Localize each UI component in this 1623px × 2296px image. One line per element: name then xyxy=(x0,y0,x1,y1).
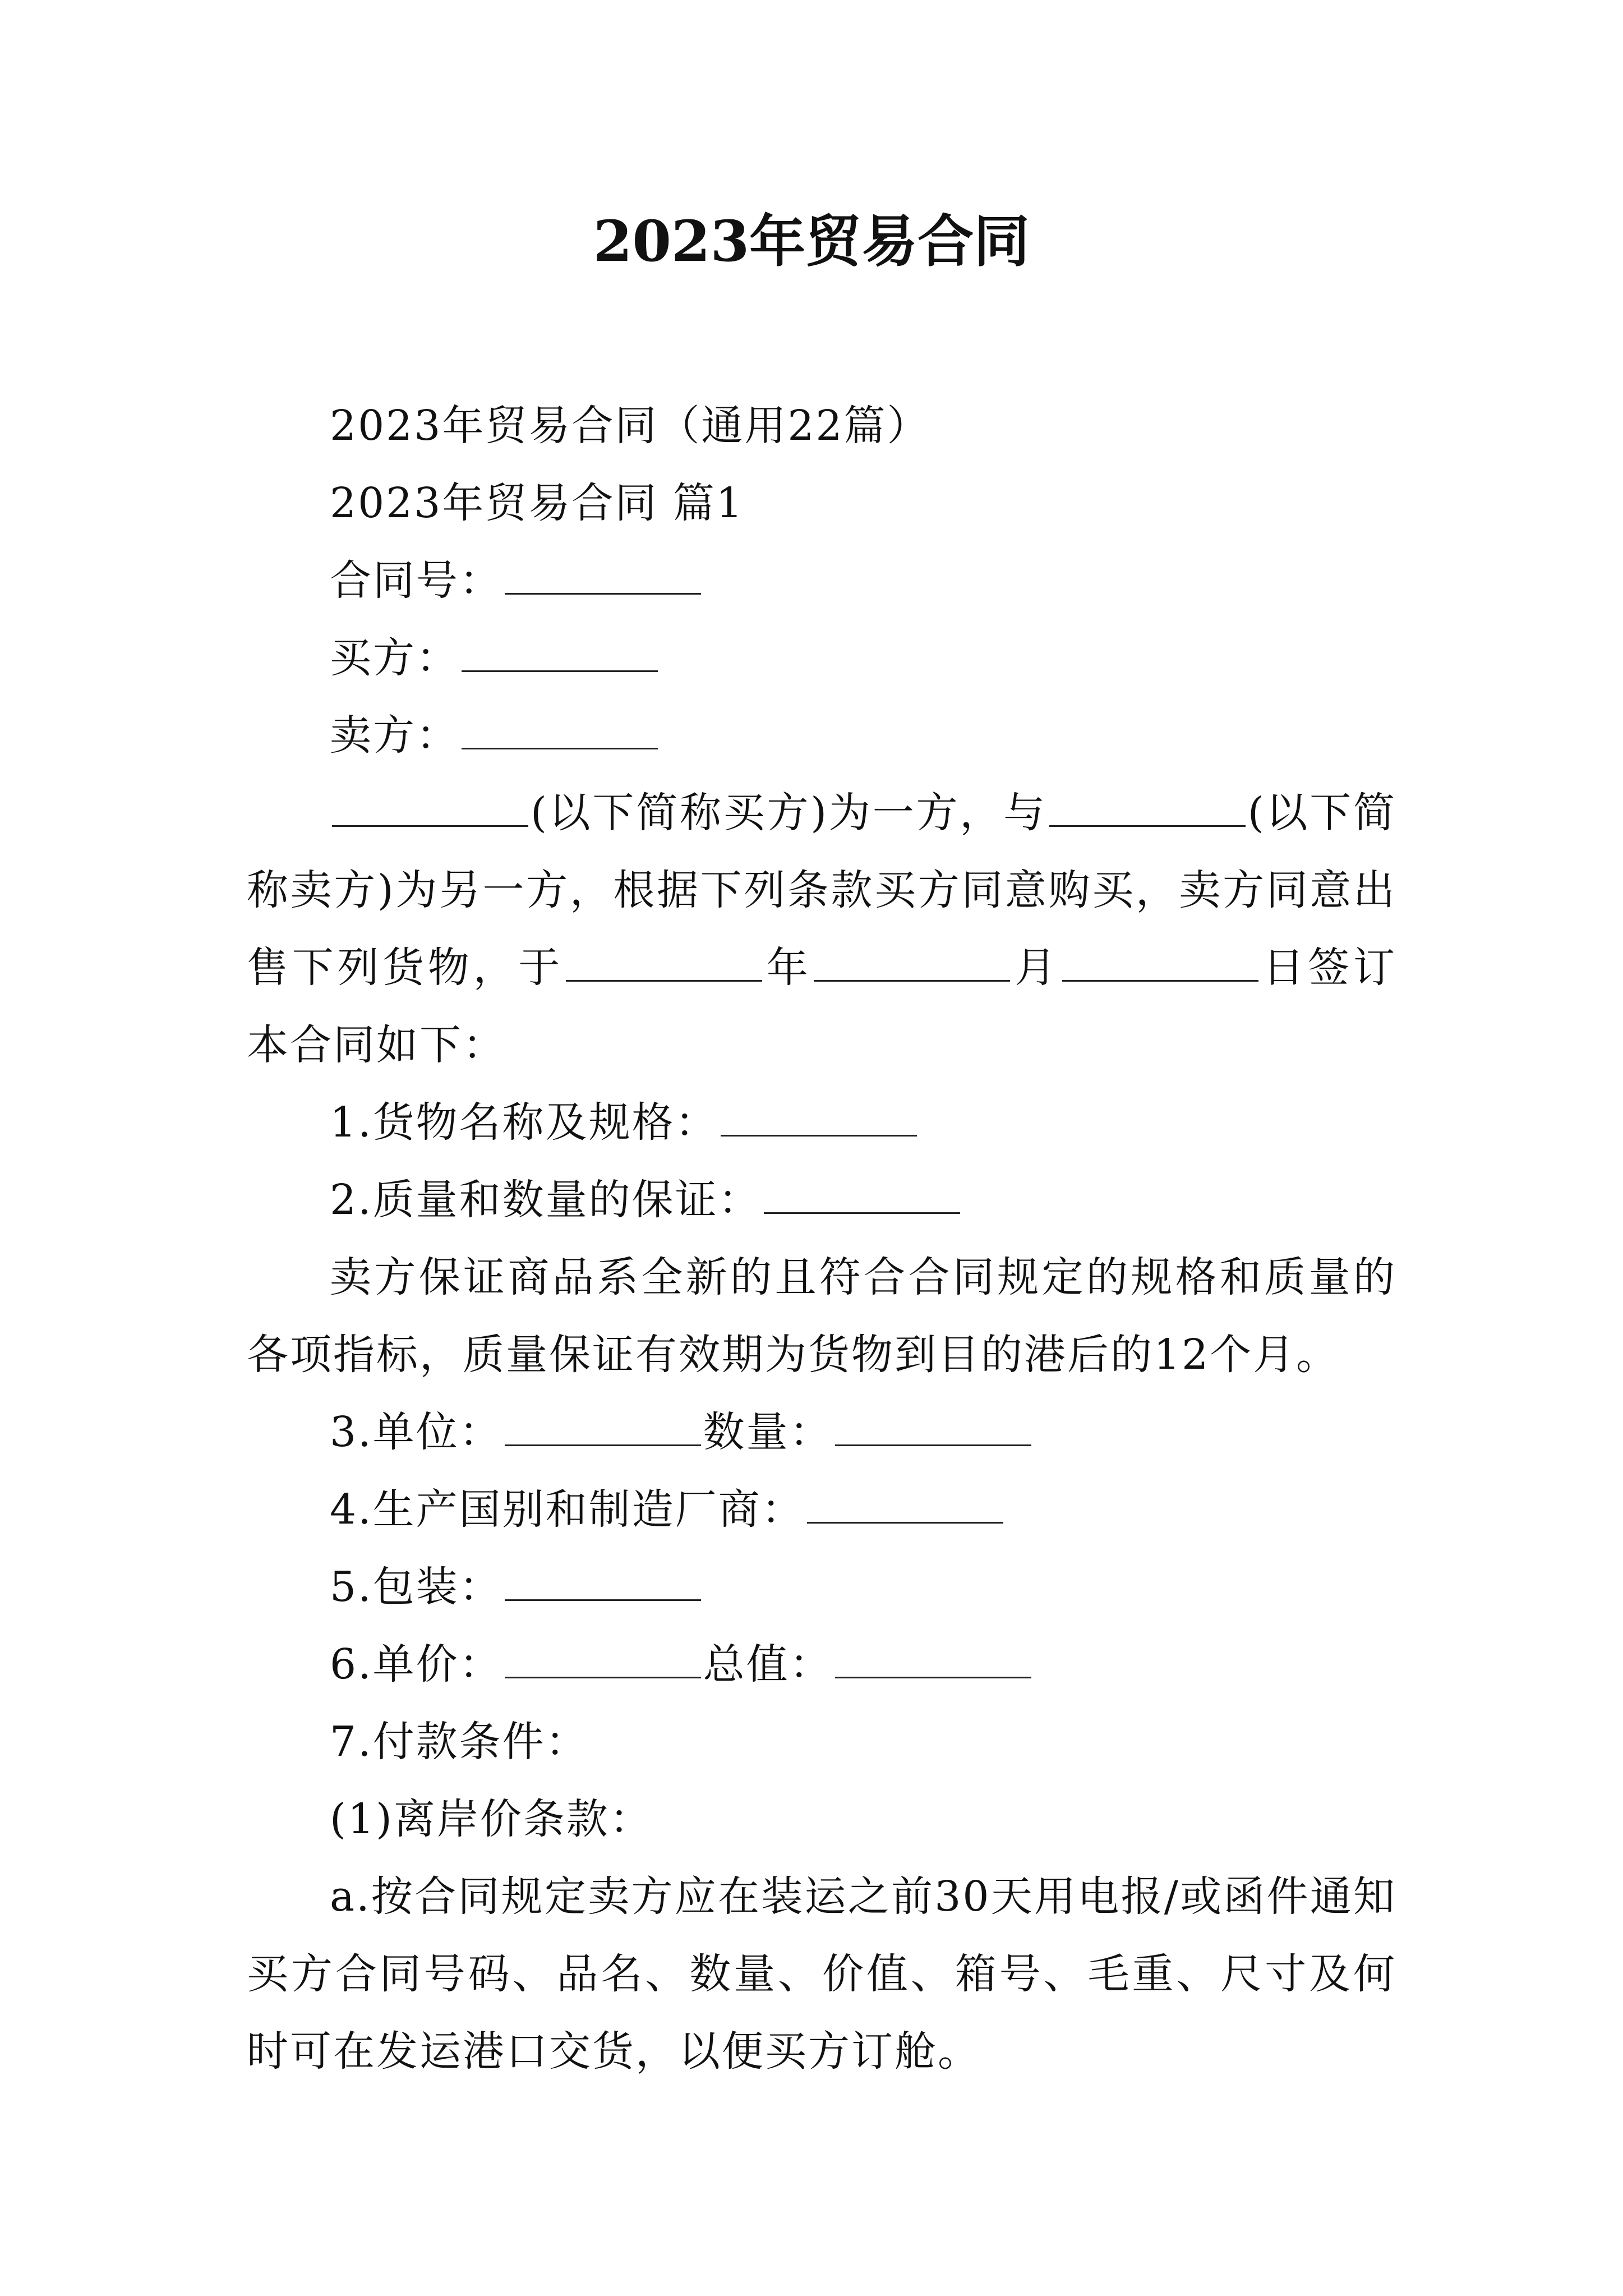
item3-line xyxy=(247,1393,1396,1471)
quantity-blank xyxy=(835,1409,1031,1446)
seller-line xyxy=(247,697,1396,774)
month-blank xyxy=(814,944,1010,982)
intro-year: 年 xyxy=(764,944,812,992)
buyer-line xyxy=(247,619,1396,697)
item2-blank xyxy=(764,1176,960,1214)
quantity-label: 数量： xyxy=(703,1408,833,1456)
item5-label: 5.包装： xyxy=(330,1563,502,1611)
seller-blank xyxy=(462,712,658,749)
item6-label: 6.单价： xyxy=(330,1640,502,1688)
document-title: 2023年贸易合同 xyxy=(593,208,1030,274)
contract-no-label: 合同号： xyxy=(330,556,502,605)
contract-no-line xyxy=(247,542,1396,619)
item1-blank xyxy=(721,1099,917,1137)
item4-line xyxy=(247,1471,1396,1548)
total-blank xyxy=(835,1641,1031,1678)
year-blank xyxy=(566,944,762,982)
buyer-label: 买方： xyxy=(330,634,459,682)
item4-blank xyxy=(807,1486,1003,1524)
unit-blank xyxy=(505,1409,701,1446)
buyer-blank xyxy=(462,634,658,672)
intro-paragraph xyxy=(247,774,1396,1084)
item6-line xyxy=(247,1626,1396,1703)
total-label: 总值： xyxy=(703,1640,833,1688)
intro-text-2: (以下简称卖方)为另一方，根据下列条款买方同意购买，卖方同意出售下列货物，于 xyxy=(247,789,1396,992)
item5-line xyxy=(247,1548,1396,1626)
day-blank xyxy=(1062,944,1258,982)
section-heading: 2023年贸易合同 篇1 xyxy=(330,479,744,527)
quality-paragraph: 卖方保证商品系全新的且符合合同规定的规格和质量的各项指标，质量保证有效期为货物到目的港后的12个月。 xyxy=(247,1253,1396,1379)
buyer-name-blank xyxy=(332,789,528,827)
intro-day: 日签订本合同如下： xyxy=(247,944,1397,1069)
item2-label: 2.质量和数量的保证： xyxy=(330,1176,762,1224)
item1-line xyxy=(247,1084,1396,1161)
unit-price-blank xyxy=(505,1641,701,1678)
item7-1-line: (1)离岸价条款： xyxy=(330,1795,653,1843)
clause-a-paragraph: a.按合同规定卖方应在装运之前30天用电报/或函件通知买方合同号码、品名、数量、价值、箱号、毛重、尺寸及何时可在发运港口交货，以便买方订舱。 xyxy=(247,1872,1396,2076)
item7-line: 7.付款条件： xyxy=(330,1718,589,1766)
item4-label: 4.生产国别和制造厂商： xyxy=(330,1485,805,1534)
item1-label: 1.货物名称及规格： xyxy=(330,1098,718,1147)
seller-label: 卖方： xyxy=(330,711,459,760)
item2-line xyxy=(247,1161,1396,1239)
intro-text-1: (以下简称买方)为一方，与 xyxy=(531,789,1047,837)
item5-blank xyxy=(505,1563,701,1601)
intro-month: 月 xyxy=(1012,944,1060,992)
subtitle: 2023年贸易合同（通用22篇） xyxy=(330,402,930,450)
item3-label: 3.单位： xyxy=(330,1408,502,1456)
seller-name-blank xyxy=(1049,789,1246,827)
contract-no-blank xyxy=(505,557,701,595)
document-body xyxy=(247,387,1396,2090)
